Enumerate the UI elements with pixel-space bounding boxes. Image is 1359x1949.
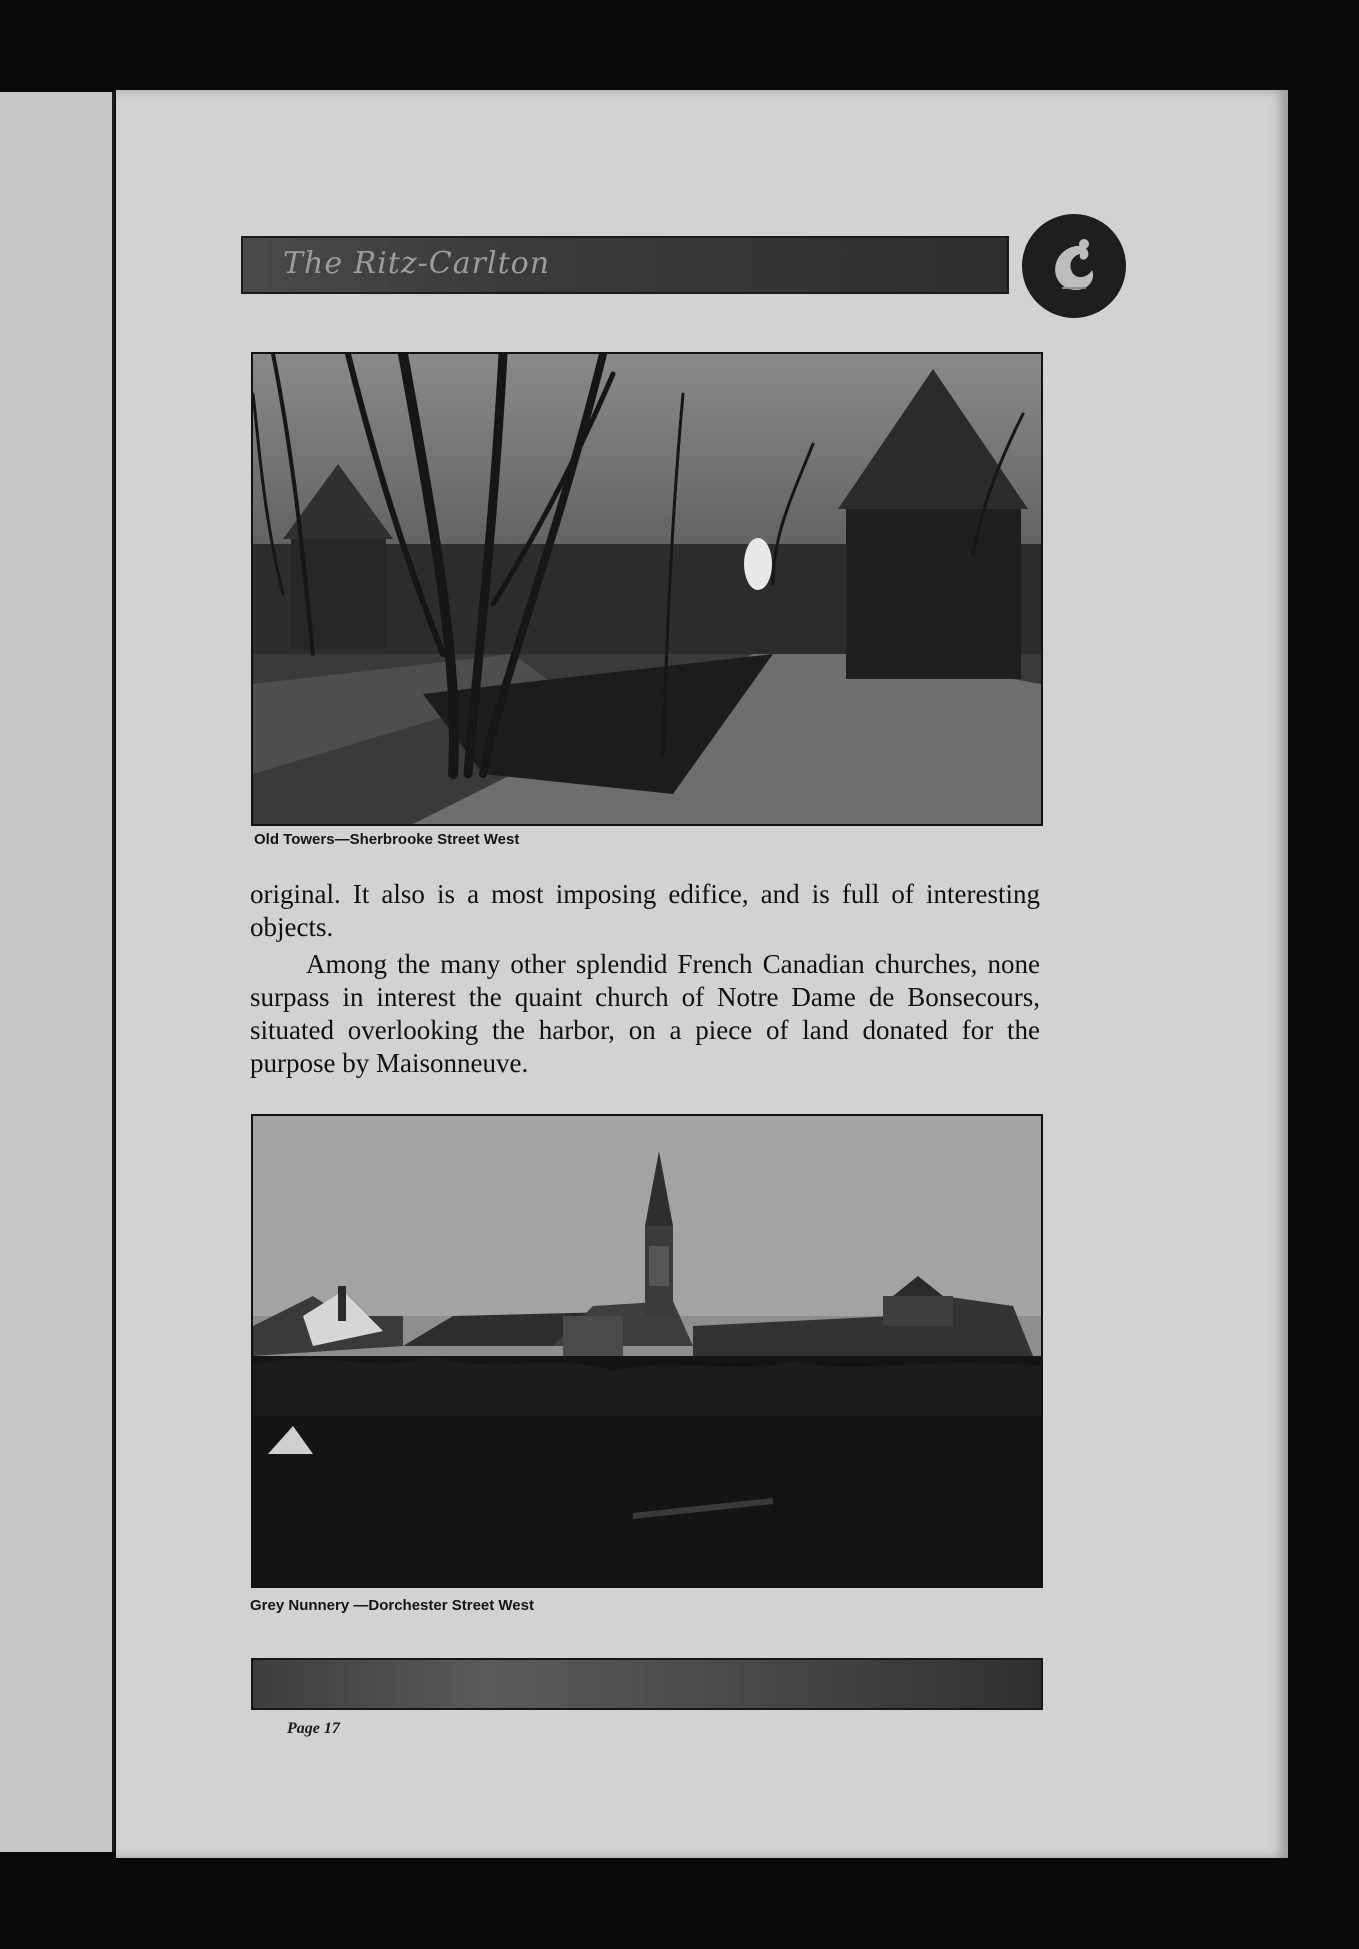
photo-caption: Old Towers—Sherbrooke Street West	[254, 831, 520, 848]
photo-old-towers	[251, 352, 1043, 826]
page-number: Page 17	[287, 1720, 340, 1737]
body-text	[250, 878, 1040, 1080]
header-banner	[241, 236, 1009, 294]
paragraph: Among the many other splendid French Canadian churches, none surpass in interest the quaint church of Notre Dame de Bonsecours, situated overlooking the harbor, on a piece of land donated for the purpose by Maisonneuve.	[250, 949, 1040, 1078]
footer-banner	[251, 1658, 1043, 1710]
facing-page-edge	[0, 92, 112, 1852]
paragraph: original. It also is a most imposing edifice, and is full of interesting objects.	[250, 879, 1040, 942]
photo-caption: Grey Nunnery —Dorchester Street West	[250, 1597, 534, 1614]
binding-edge	[112, 92, 115, 1852]
brand-title: The Ritz-Carlton	[283, 246, 551, 281]
photo-grey-nunnery	[251, 1114, 1043, 1588]
scan-bottom-edge	[100, 1858, 1300, 1949]
crest-seal-icon	[1022, 214, 1126, 318]
